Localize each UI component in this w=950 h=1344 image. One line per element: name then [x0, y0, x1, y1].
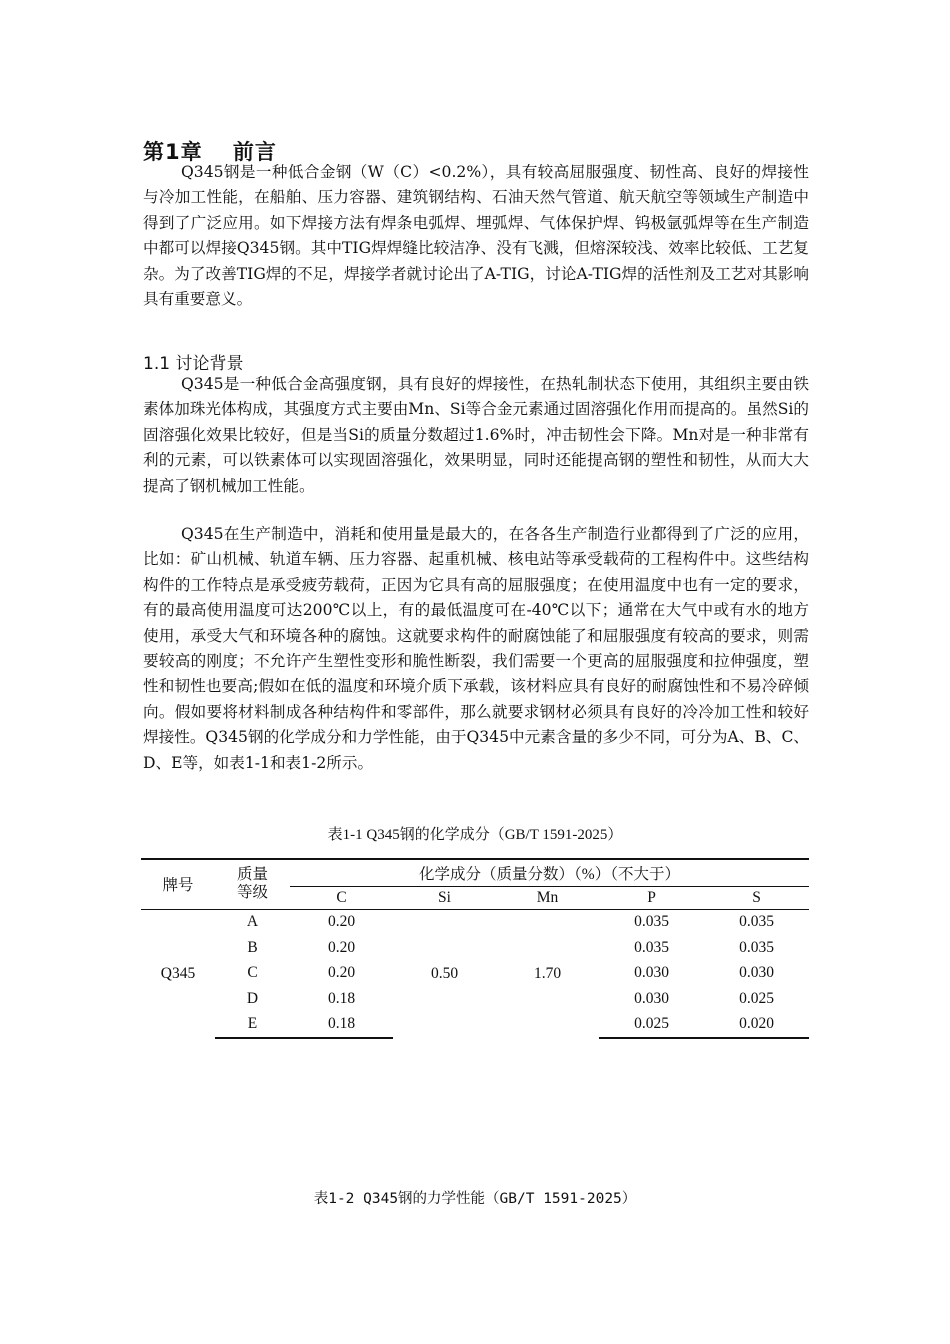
p-cell: 0.035: [634, 938, 669, 956]
level-cell: E: [215, 1012, 290, 1039]
s-cell: 0.025: [739, 989, 774, 1007]
header-quality-level: [215, 859, 290, 909]
section-title: 1.1 讨论背景: [143, 354, 244, 374]
level-cell: D: [246, 989, 259, 1007]
chapter-title: 第1章 前言: [143, 140, 277, 164]
header-grade: 牌号: [141, 859, 215, 909]
s-cell: 0.030: [739, 964, 774, 982]
level-cell: C: [247, 964, 258, 982]
paragraph-applications: Q345在生产制造中，消耗和使用量是最大的，在各各生产制造行业都得到了广泛的应用，比如：矿山机械、轨道车辆、压力容器、起重机械、核电站等承受载荷的工程构件中。这些结构构件的工作特点是承受疲劳载荷，正因为它具有高的屈服强度；在使用温度中也有一定的要求，有的最高使用温度可达200℃以上，有的最低温度可在-40℃以下；通常在大气中或有水的地方使用，承受大气和环境各种的腐蚀。这就要求构件的耐腐蚀能了和屈服强度有较高的要求，则需要较高的刚度；不允许产生塑性变形和脆性断裂，我们需要一个更高的屈服强度和拉伸强度，塑性和韧性也要高;假如在低的温度和环境介质下承载，该材料应具有良好的耐腐蚀性和不易冷碎倾向。假如要将材料制成各种结构件和零部件，那么就要求钢材必须具有良好的冷冷加工性和较好焊接性。Q345钢的化学成分和力学性能，由于Q345中元素含量的多少不同，可分为A、B、C、D、E等，如表1-1和表1-2所示。: [143, 525, 809, 772]
table-2-caption: 表1-2 Q345钢的力学性能（GB/T 1591-2025）: [313, 1191, 637, 1207]
s-cell: 0.035: [739, 913, 774, 931]
header-chemical-composition: 化学成分（质量分数）（%）（不大于）: [290, 859, 809, 886]
table-1-caption: 表1-1 Q345钢的化学成分（GB/T 1591-2025）: [327, 827, 623, 843]
s-cell: 0.035: [739, 938, 774, 956]
chemical-composition-table: [141, 858, 809, 1039]
c-cell: 0.18: [327, 989, 356, 1007]
c-cell: 0.20: [327, 964, 356, 982]
header-element-c: C: [290, 886, 393, 909]
c-cell: 0.18: [290, 1012, 393, 1039]
p-cell: 0.030: [634, 989, 669, 1007]
p-cell: 0.030: [634, 964, 669, 982]
c-cell: 0.20: [327, 938, 356, 956]
level-cell: B: [247, 938, 258, 956]
si-cell: 0.50: [430, 964, 459, 982]
header-element-p: P: [599, 886, 704, 909]
header-element-s: S: [704, 886, 809, 909]
paragraph-background: Q345是一种低合金高强度钢，具有良好的焊接性，在热轧制状态下使用，其组织主要由铁素体加珠光体构成，其强度方式主要由Mn、Si等合金元素通过固溶强化作用而提高的。虽然Si的固溶强化效果比较好，但是当Si的质量分数超过1.6%时，冲击韧性会下降。Mn对是一种非常有利的元素，可以铁素体可以实现固溶强化，效果明显，同时还能提高钢的塑性和韧性，从而大大提高了钢机械加工性能。: [143, 375, 809, 495]
header-element-mn: Mn: [496, 886, 599, 909]
header-element-si: Si: [393, 886, 496, 909]
header-quality-level-text: 质量 等级: [236, 866, 268, 902]
table-row: [141, 909, 809, 935]
c-cell: 0.20: [327, 913, 356, 931]
p-cell: 0.025: [599, 1012, 704, 1039]
s-cell: 0.020: [704, 1012, 809, 1039]
mn-cell: 1.70: [533, 964, 562, 982]
grade-cell: Q345: [160, 964, 196, 982]
p-cell: 0.035: [634, 913, 669, 931]
paragraph-intro: Q345钢是一种低合金钢（W（C）<0.2%），具有较高屈服强度、韧性高、良好的焊接性与冷加工性能，在船舶、压力容器、建筑钢结构、石油天然气管道、航天航空等领域生产制造中得到了广泛应用。如下焊接方法有焊条电弧焊、埋弧焊、气体保护焊、钨极氩弧焊等在生产制造中都可以焊接Q345钢。其中TIG焊焊缝比较洁净、没有飞溅，但熔深较浅、效率比较低、工艺复杂。为了改善TIG焊的不足，焊接学者就讨论出了A-TIG，讨论A-TIG焊的活性剂及工艺对其影响具有重要意义。: [143, 163, 809, 309]
level-cell: A: [246, 913, 259, 931]
